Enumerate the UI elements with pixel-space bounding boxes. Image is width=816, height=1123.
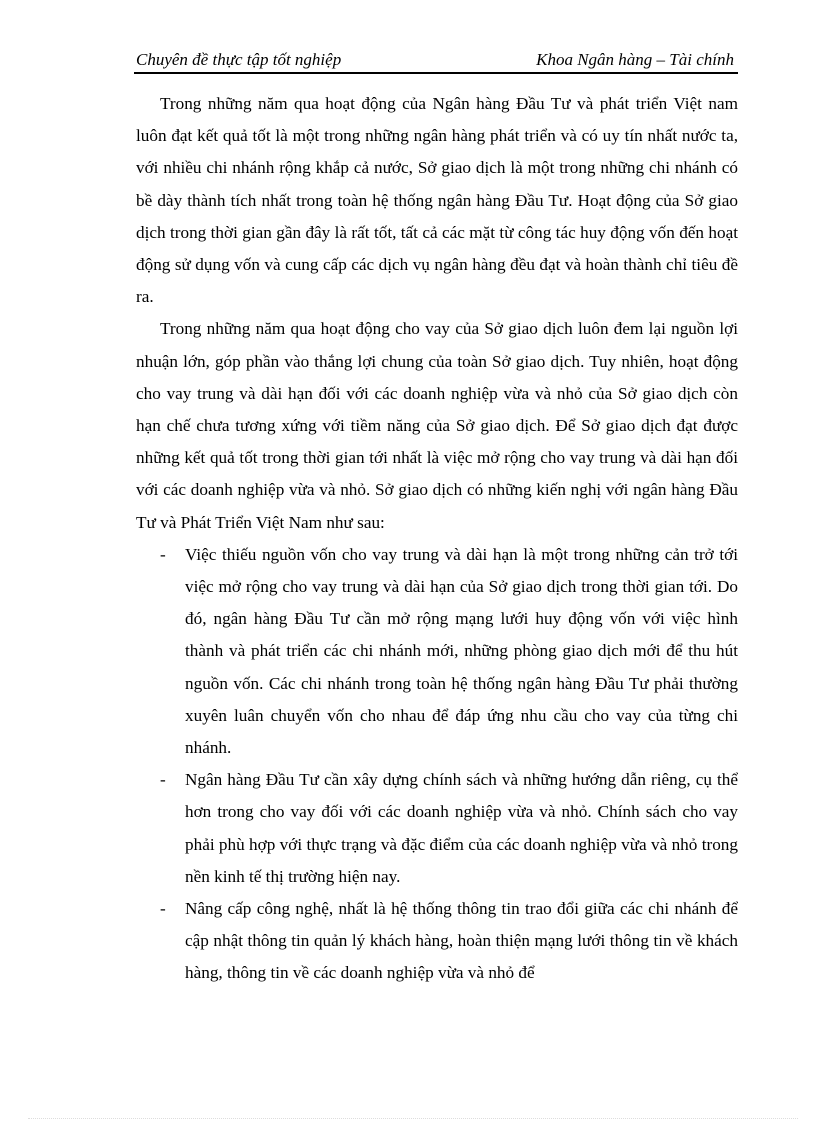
recommendation-list [136, 539, 738, 990]
document-body [136, 88, 738, 990]
list-item-text: Việc thiếu nguồn vốn cho vay trung và dài hạn là một trong những cản trở tới việc mở rộng cho vay trung và dài hạn của Sở giao dịch trong thời gian tới. Do đó, ngân hàng Đầu Tư cần mở rộng mạng lưới huy động vốn với việc hình thành và phát triển các chi nhánh mới, những phòng giao dịch mới để thu hút nguồn vốn. Các chi nhánh trong toàn hệ thống ngân hàng Đầu Tư phải thường xuyên luân chuyển vốn cho nhau để đáp ứng nhu cầu cho vay của từng chi nhánh. [185, 544, 738, 758]
page-bottom-divider [28, 1118, 798, 1119]
paragraph: Trong những năm qua hoạt động cho vay của Sở giao dịch luôn đem lại nguồn lợi nhuận lớn, góp phần vào thắng lợi chung của toàn Sở giao dịch. Tuy nhiên, hoạt động cho vay trung và dài hạn đối với các doanh nghiệp vừa và nhỏ của Sở giao dịch còn hạn chế chưa tương xứng với tiềm năng của Sở giao dịch. Để Sở giao dịch đạt được những kết quả tốt trong thời gian tới nhất là việc mở rộng cho vay trung và dài hạn đối với các doanh nghiệp vừa và nhỏ. Sở giao dịch có những kiến nghị với ngân hàng Đầu Tư và Phát Triển Việt Nam như sau: [136, 319, 738, 532]
page-header [134, 48, 738, 74]
bullet-dash: - [160, 544, 166, 564]
bullet-dash: - [160, 770, 166, 790]
header-right-title: Khoa Ngân hàng – Tài chính [536, 50, 734, 69]
list-item-text: Ngân hàng Đầu Tư cần xây dựng chính sách và những hướng dẫn riêng, cụ thể hơn trong cho vay đối với các doanh nghiệp vừa và nhỏ. Chính sách cho vay phải phù hợp với thực trạng và đặc điểm của các doanh nghiệp vừa và nhỏ trong nền kinh tế thị trường hiện nay. [185, 770, 738, 886]
list-item-text: Nâng cấp công nghệ, nhất là hệ thống thông tin trao đổi giữa các chi nhánh để cập nhật thông tin quản lý khách hàng, hoàn thiện mạng lưới thông tin về khách hàng, thông tin về các doanh nghiệp vừa và nhỏ để [185, 899, 738, 983]
list-item [136, 893, 738, 990]
header-left-title: Chuyên đề thực tập tốt nghiệp [136, 50, 342, 69]
list-item [136, 764, 738, 893]
paragraph: Trong những năm qua hoạt động của Ngân hàng Đầu Tư và phát triển Việt nam luôn đạt kết quả tốt là một trong những ngân hàng phát triển và có uy tín nhất nước ta, với nhiều chi nhánh rộng khắp cả nước, Sở giao dịch là một trong những chi nhánh có bề dày thành tích nhất trong toàn hệ thống ngân hàng Đầu Tư. Hoạt động của Sở giao dịch trong thời gian gần đây là rất tốt, tất cả các mặt từ công tác huy động vốn đến hoạt động sử dụng vốn và cung cấp các dịch vụ ngân hàng đều đạt và hoàn thành chỉ tiêu đề ra. [136, 94, 738, 307]
bullet-dash: - [160, 899, 166, 919]
list-item [136, 539, 738, 764]
